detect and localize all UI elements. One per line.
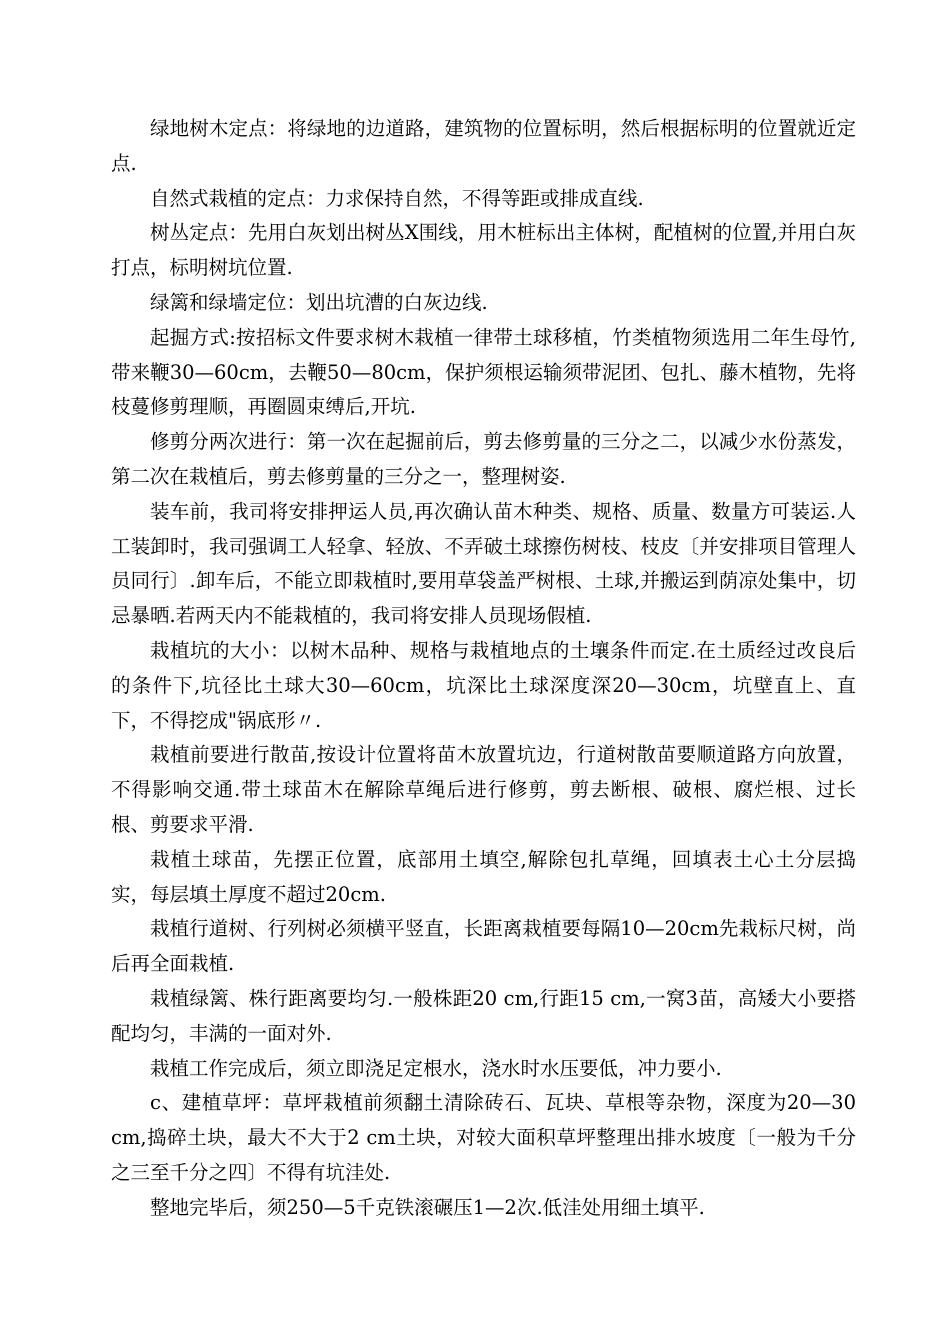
paragraph-rolling: 整地完毕后，须250—5千克铁滚碾压1—2次.低洼处用细土填平. xyxy=(150,1195,705,1219)
paragraph-pit-size: 栽植坑的大小：以树木品种、规格与栽植地点的土壤条件而定.在土质经过改良后的条件下,坑径比土球大30—60cm，坑深比土球深度深20—30cm，坑壁直上、直下，不得挖成"锅底形〃. xyxy=(111,638,856,732)
paragraph-hedge-positioning: 绿篱和绿墙定位：划出坑漕的白灰边线. xyxy=(150,290,488,314)
paragraph-tree-positioning: 绿地树木定点：将绿地的边道路，建筑物的位置标明，然后根据标明的位置就近定点. xyxy=(111,117,856,175)
paragraph-row-trees: 栽植行道树、行列树必须横平竖直，长距离栽植要每隔10—20cm先栽标尺树，尚后再全面栽植. xyxy=(111,917,856,976)
paragraph-watering: 栽植工作完成后，须立即浇足定根水，浇水时水压要低，冲力要小. xyxy=(150,1056,722,1080)
paragraph-natural-planting: 自然式栽植的定点：力求保持自然，不得等距或排成直线. xyxy=(150,186,644,210)
paragraph-loading: 装车前，我司将安排押运人员,再次确认苗木种类、规格、质量、数量方可装运.人工装卸时，我司强调工人轻拿、轻放、不弄破土球擦伤树枝、枝皮〔并安排项目管理人员同行〕.卸车后，不能立即栽植时,要用草袋盖严树根、土球,并搬运到荫凉处集中，切忌暴晒.若两天内不能栽植的，我司将安排人员现场假植. xyxy=(111,499,856,628)
document-body xyxy=(111,112,856,1226)
paragraph-hedge-spacing: 栽植绿篱、株行距离要均匀.一般株距20 cm,行距15 cm,一窝3苗，高矮大小要搭配均匀，丰满的一面对外. xyxy=(111,986,856,1045)
paragraph-pruning: 修剪分两次进行：第一次在起掘前后，剪去修剪量的三分之二，以减少水份蒸发，第二次在栽植后，剪去修剪量的三分之一，整理树姿. xyxy=(111,430,856,488)
paragraph-digging-method: 起掘方式:按招标文件要求树木栽植一律带土球移植，竹类植物须选用二年生母竹,带来鞭30—60cm，去鞭50—80cm，保护须根运输须带泥团、包扎、藤木植物，先将枝蔓修剪理顺，再圈圆束缚后,开坑. xyxy=(111,325,856,419)
paragraph-grove-positioning: 树丛定点：先用白灰划出树丛X围线，用木桩标出主体树，配植树的位置,并用白灰打点，标明树坑位置. xyxy=(111,221,856,280)
paragraph-root-ball-planting: 栽植土球苗，先摆正位置，底部用土填空,解除包扎草绳，回填表土心土分层捣实，每层填土厚度不超过20cm. xyxy=(111,847,856,906)
paragraph-seedling-distribution: 栽植前要进行散苗,按设计位置将苗木放置坑边，行道树散苗要顺道路方向放置，不得影响交通.带土球苗木在解除草绳后进行修剪，剪去断根、破根、腐烂根、过长根、剪要求平滑. xyxy=(111,743,856,836)
paragraph-lawn-establishment: c、建植草坪：草坪栽植前须翻土清除砖石、瓦块、草根等杂物，深度为20—30 cm,捣碎土块，最大不大于2 cm土块，对较大面积草坪整理出排水坡度〔一般为千分之三至千分之四〕不得有坑洼处. xyxy=(111,1091,856,1184)
